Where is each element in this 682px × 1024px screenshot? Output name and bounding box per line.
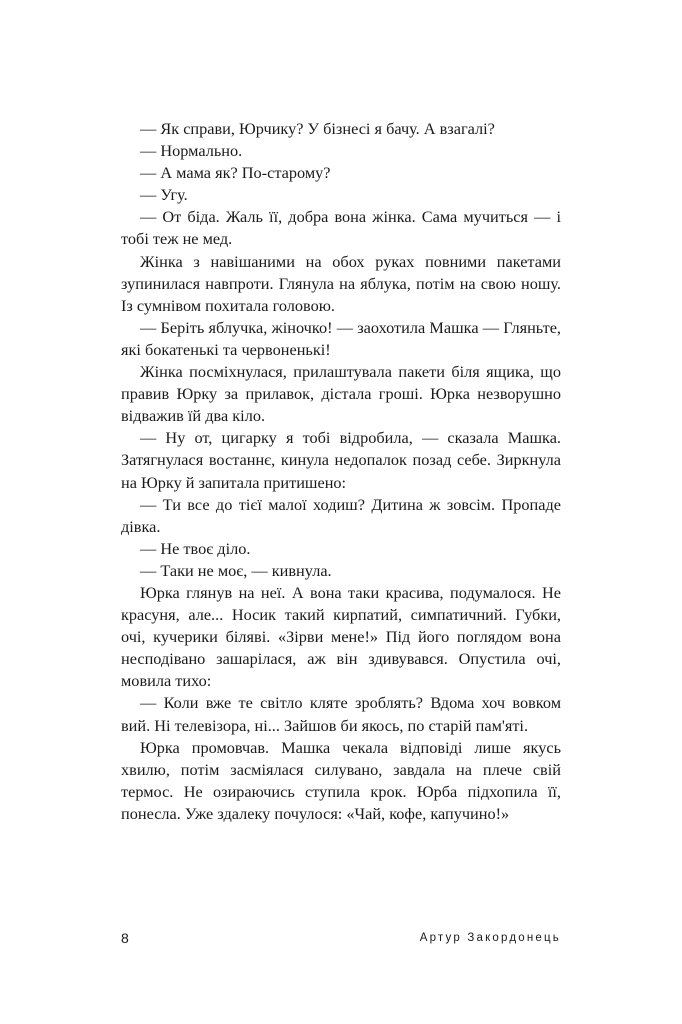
paragraph: Жінка посміхнулася, прилаштувала пакети біля ящика, що правив Юрку за прилавок, дістала гроші. Юрка незворушно відважив їй два кіло. xyxy=(121,362,561,426)
paragraph: — Таки не моє, — кивнула. xyxy=(140,560,332,580)
paragraph: — От біда. Жаль її, добра вона жінка. Сама мучиться — і тобі теж не мед. xyxy=(121,207,561,249)
body-text xyxy=(121,118,561,825)
paragraph: Жінка з навішаними на обох руках повними пакетами зупинилася навпроти. Глянула на яблука, потім на свою ношу. Із сумнівом похитала головою. xyxy=(121,251,561,315)
paragraph: — Угу. xyxy=(140,185,188,205)
page-footer xyxy=(121,930,561,950)
paragraph: — Нормально. xyxy=(140,141,243,161)
paragraph: — Коли вже те світло кляте зроблять? Вдома хоч вовком вий. Ні телевізора, ні... Зайшов би якось, по старій пам'яті. xyxy=(121,693,561,735)
running-footer-author: Артур Закордонець xyxy=(419,932,561,944)
page-number: 8 xyxy=(121,930,129,946)
paragraph: — Ну от, цигарку я тобі відробила, — сказала Машка. Затягнулася востаннє, кинула недопалок позад себе. Зиркнула на Юрку й запитала притишено: xyxy=(121,428,561,492)
paragraph: — Ти все до тієї малої ходиш? Дитина ж зовсім. Пропаде дівка. xyxy=(121,494,561,536)
paragraph: — Беріть яблучка, жіночко! — заохотила Машка — Гляньте, які бокатенькі та червоненькі! xyxy=(121,317,561,359)
paragraph: Юрка глянув на неї. А вона таки красива, подумалося. Не красуня, але... Носик такий кирпатий, симпатичний. Губки, очі, кучерики біляві. «Зірви мене!» Під його поглядом вона несподівано зашарілася, аж він здивувався. Опустила очі, мовила тихо: xyxy=(121,582,561,691)
paragraph: Юрка промовчав. Машка чекала відповіді лише якусь хвилю, потім засміялася силувано, завдала на плече свій термос. Не озираючись ступила крок. Юрба підхопила її, понесла. Уже здалеку почулося: «Чай, кофе, капучино!» xyxy=(121,737,561,823)
paragraph: — Не твоє діло. xyxy=(140,538,251,558)
paragraph: — А мама як? По-старому? xyxy=(140,163,331,183)
paragraph: — Як справи, Юрчику? У бізнесі я бачу. А взагалі? xyxy=(140,119,495,138)
